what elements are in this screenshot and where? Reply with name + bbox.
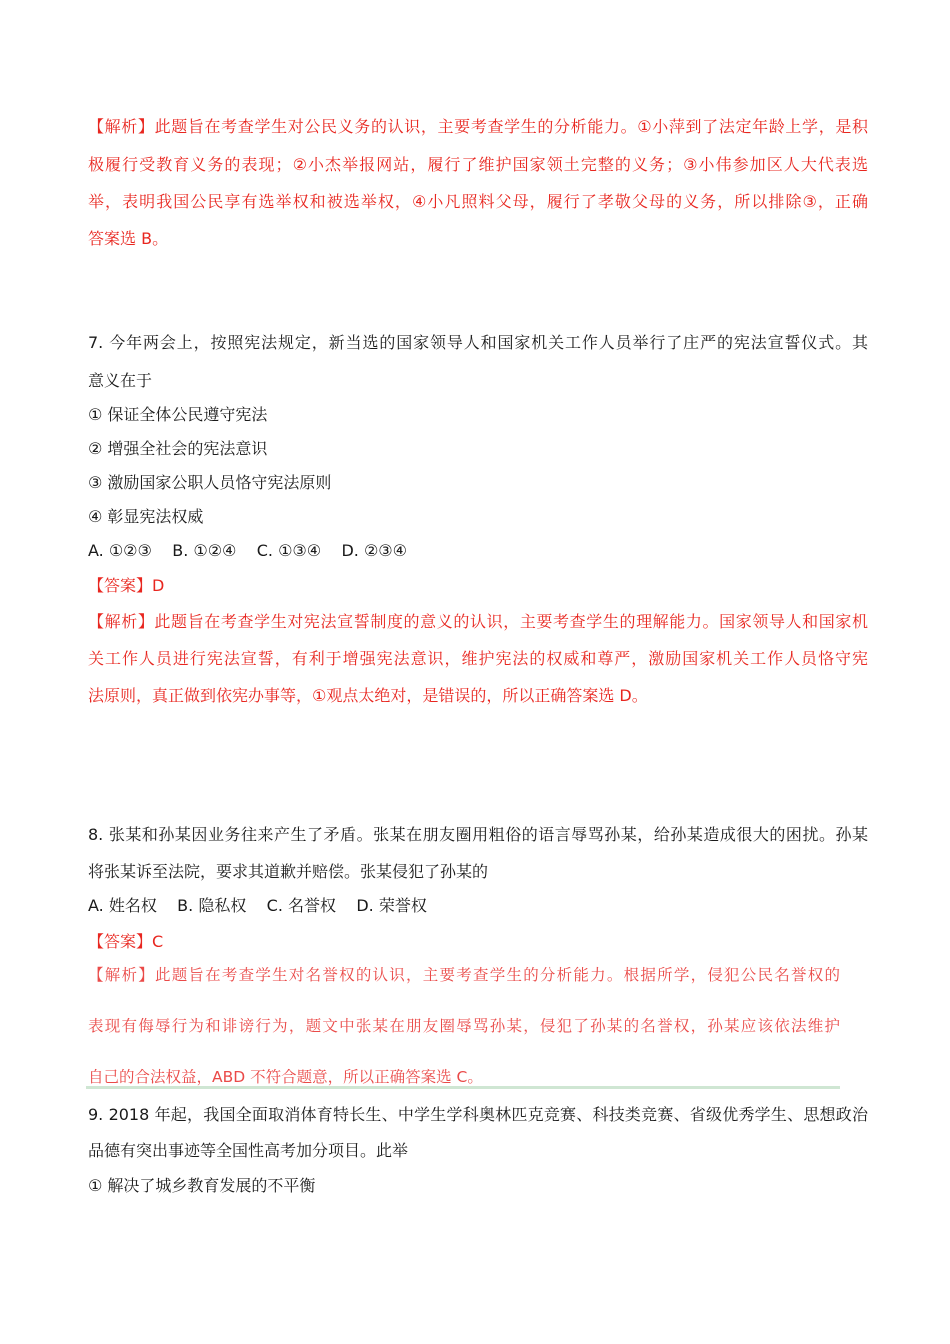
q9-item-1: ① 解决了城乡教育发展的不平衡 [88, 1176, 316, 1195]
q6-analysis-line-3: 举，表明我国公民享有选举权和被选举权，④小凡照料父母，履行了孝敬父母的义务，所以排除③，正确 [88, 192, 868, 211]
q6-analysis-line-4: 答案选 B。 [88, 229, 169, 248]
q8-analysis-line-2: 表现有侮辱行为和诽谤行为，题文中张某在朋友圈辱骂孙某，侵犯了孙某的名誉权，孙某应该依法维护 [88, 1017, 840, 1035]
q8-answer: 【答案】C [88, 932, 164, 951]
q7-item-4: ④ 彰显宪法权威 [88, 507, 204, 526]
section-divider [86, 1086, 840, 1089]
q7-item-3: ③ 激励国家公职人员恪守宪法原则 [88, 473, 332, 492]
q7-answer: 【答案】D [88, 576, 165, 595]
q6-analysis-line-2: 极履行受教育义务的表现；②小杰举报网站，履行了维护国家领土完整的义务；③小伟参加区人大代表选 [88, 155, 868, 174]
q6-analysis-line-1: 【解析】此题旨在考查学生对公民义务的认识，主要考查学生的分析能力。①小萍到了法定年龄上学，是积 [88, 117, 868, 136]
q8-stem-line-2: 将张某诉至法院，要求其道歉并赔偿。张某侵犯了孙某的 [88, 862, 489, 881]
q7-options: A. ①②③ B. ①②④ C. ①③④ D. ②③④ [88, 541, 407, 560]
q7-analysis-line-1: 【解析】此题旨在考查学生对宪法宣誓制度的意义的认识，主要考查学生的理解能力。国家领导人和国家机 [88, 612, 868, 631]
q7-stem-line-2: 意义在于 [88, 371, 153, 390]
q8-stem-line-1: 8. 张某和孙某因业务往来产生了矛盾。张某在朋友圈用粗俗的语言辱骂孙某，给孙某造成很大的困扰。孙某 [88, 825, 868, 844]
q8-options: A. 姓名权 B. 隐私权 C. 名誉权 D. 荣誉权 [88, 896, 427, 915]
q9-stem-line-2: 品德有突出事迹等全国性高考加分项目。此举 [88, 1141, 409, 1160]
q8-analysis-line-1: 【解析】此题旨在考查学生对名誉权的认识，主要考查学生的分析能力。根据所学，侵犯公民名誉权的 [88, 966, 840, 984]
q7-item-2: ② 增强全社会的宪法意识 [88, 439, 268, 458]
q7-analysis-line-3: 法原则，真正做到依宪办事等，①观点太绝对，是错误的，所以正确答案选 D。 [88, 686, 648, 705]
q7-item-1: ① 保证全体公民遵守宪法 [88, 405, 268, 424]
q9-stem-line-1: 9. 2018 年起，我国全面取消体育特长生、中学生学科奥林匹克竞赛、科技类竞赛、省级优秀学生、思想政治 [88, 1105, 868, 1124]
q7-analysis-line-2: 关工作人员进行宪法宣誓，有利于增强宪法意识，维护宪法的权威和尊严，激励国家机关工作人员恪守宪 [88, 649, 868, 668]
q8-analysis-line-3: 自己的合法权益，ABD 不符合题意，所以正确答案选 C。 [88, 1068, 483, 1086]
q7-stem-line-1: 7. 今年两会上，按照宪法规定，新当选的国家领导人和国家机关工作人员举行了庄严的宪法宣誓仪式。其 [88, 333, 868, 352]
